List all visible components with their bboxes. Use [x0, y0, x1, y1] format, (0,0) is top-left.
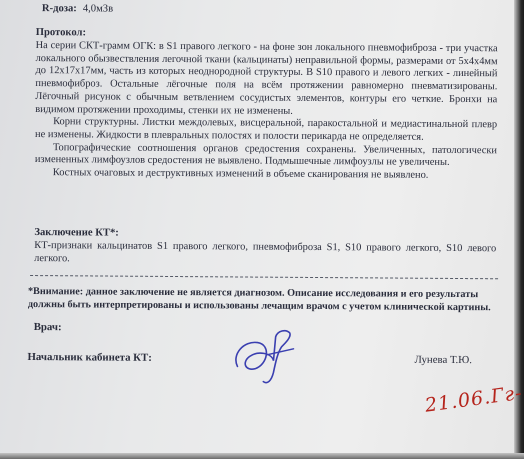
dose-line — [42, 3, 113, 16]
head-of-ct-name: Лунева Т.Ю. — [414, 353, 473, 367]
protocol-paragraph-mediastinum: Топографические соотношения органов средостения сохранены. Увеличенных, патологически измененных лимфоузлов средостения не выявлено. Подмышечные лимфоузлы не увеличены. — [34, 141, 497, 169]
report-page — [27, 0, 524, 455]
protocol-body — [35, 40, 498, 183]
conclusion-text: КТ-признаки кальцинатов S1 правого легкого, пневмофиброза S1, S10 правого легкого, S10 левого легкого. — [34, 240, 497, 264]
protocol-paragraph-findings: На серии СКТ-грамм ОГК: в S1 правого легкого - на фоне зон локального пневмофиброза - три участка локального обызвествления легочной ткани (кальцинаты) неправильной формы, размерами от 5х4х4мм до 12х17х17мм, часть из которых неоднородной структуры. В S10 правого и левого легких - линейный пневмофиброз. Остальные лёгочные поля на всём протяжении равномерно пневматизированы. Лёгочный рисунок с обычным ветвлением сосудистых элементов, контуры его четкие. Бронхи на видимом протяжении проходимы, стенки их не изменены. — [35, 40, 498, 117]
protocol-heading: Протокол: — [35, 27, 87, 39]
protocol-paragraph-bones: Костных очаговых и деструктивных изменений в объеме сканирования не выявлено. — [52, 167, 429, 181]
conclusion-heading: Заключение КТ*: — [34, 227, 119, 239]
protocol-paragraph-pleura: Корни структурны. Листки междолевых, висцеральной, паракостальной и медиастинальной плевр не изменены. Жидкости в плевральных полостях и полости перикарда не определяется. — [35, 116, 498, 143]
handwritten-signature-icon — [227, 326, 307, 389]
doctor-label: Врач: — [33, 321, 62, 334]
disclaimer: *Внимание: данное заключение не является диагнозом. Описание исследования и его результаты должны быть интерпретированы и использованы лечащим врачом с учетом клинической картины. — [27, 285, 491, 314]
divider — [30, 275, 498, 279]
head-of-ct-label: Начальник кабинета КТ: — [27, 350, 152, 364]
dose-label: R-доза: — [41, 3, 77, 15]
dose-value: 4,0мЗв — [82, 3, 114, 15]
handwritten-date: 21.06.Гг- — [423, 381, 524, 417]
